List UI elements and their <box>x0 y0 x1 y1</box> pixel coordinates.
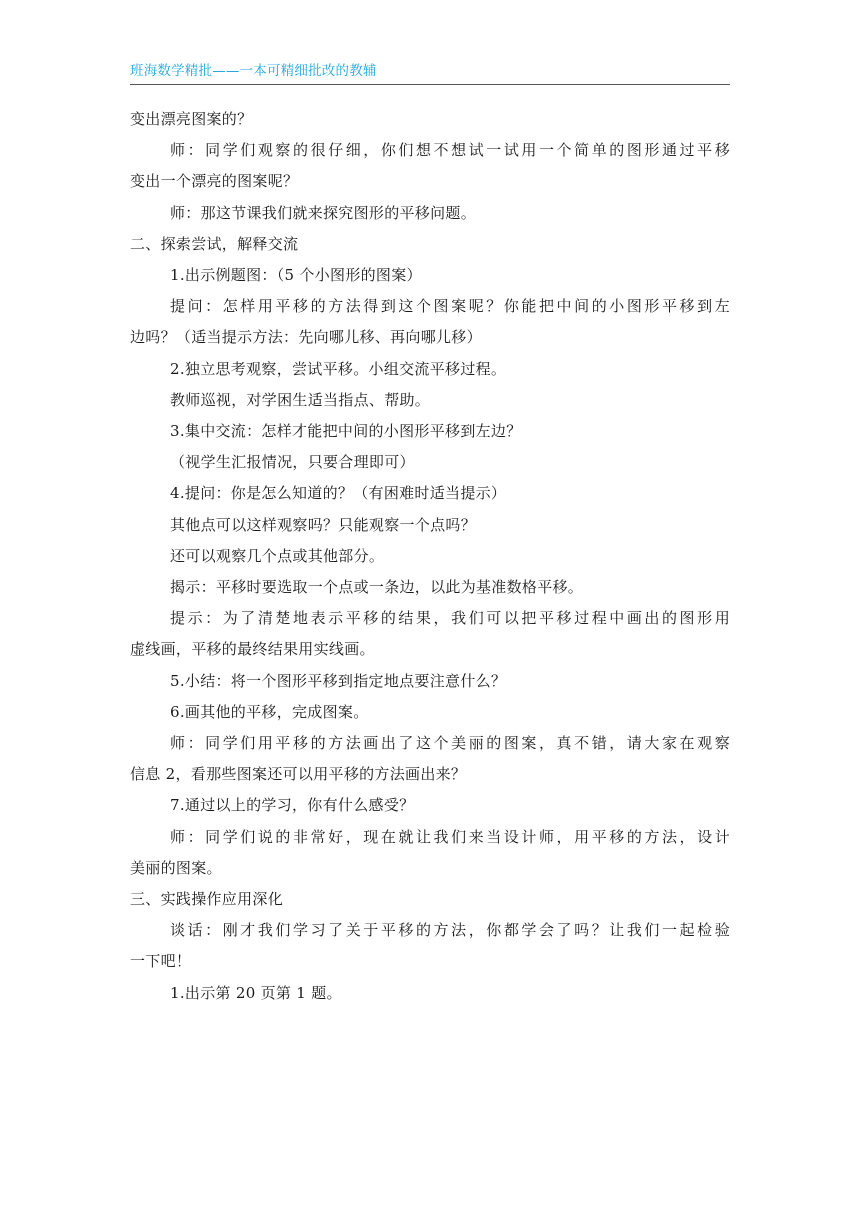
paragraph-line: 谈话：刚才我们学习了关于平移的方法，你都学会了吗？让我们一起检验 <box>170 921 730 940</box>
paragraph-line: 信息 2，看那些图案还可以用平移的方法画出来？ <box>130 765 467 784</box>
paragraph-line: 师：同学们用平移的方法画出了这个美丽的图案，真不错，请大家在观察 <box>170 734 730 753</box>
paragraph-line: 揭示：平移时要选取一个点或一条边，以此为基准数格平移。 <box>170 578 584 597</box>
paragraph-line: 3.集中交流：怎样才能把中间的小图形平移到左边？ <box>170 422 522 441</box>
paragraph-line: 变出漂亮图案的？ <box>130 110 253 128</box>
paragraph-line: 师：同学们说的非常好，现在就让我们来当设计师，用平移的方法，设计 <box>170 827 730 846</box>
paragraph-line: 虚线画，平移的最终结果用实线画。 <box>130 640 375 659</box>
paragraph-line: 2.独立思考观察，尝试平移。小组交流平移过程。 <box>170 359 507 378</box>
page-header <box>130 62 730 85</box>
section-heading: 二、探索尝试，解释交流 <box>130 234 299 253</box>
paragraph-line: 一下吧！ <box>130 952 192 971</box>
paragraph-line: 师：那这节课我们就来探究图形的平移问题。 <box>170 203 477 222</box>
paragraph-line: （视学生汇报情况，只要合理即可） <box>170 453 415 472</box>
paragraph-line: 美丽的图案。 <box>130 858 222 877</box>
paragraph-line: 师：同学们观察的很仔细，你们想不想试一试用一个简单的图形通过平移 <box>170 141 730 160</box>
paragraph-line: 7.通过以上的学习，你有什么感受？ <box>170 796 415 815</box>
header-title: 班海数学精批——一本可精细批改的教辅 <box>130 63 377 79</box>
paragraph-line: 教师巡视，对学困生适当指点、帮助。 <box>170 390 431 409</box>
paragraph-line: 提示：为了清楚地表示平移的结果，我们可以把平移过程中画出的图形用 <box>170 609 730 628</box>
paragraph-line: 1.出示例题图：（5 个小图形的图案） <box>170 266 422 285</box>
document-body <box>130 104 730 1009</box>
paragraph-line: 还可以观察几个点或其他部分。 <box>170 546 385 565</box>
paragraph-line: 其他点可以这样观察吗？只能观察一个点吗？ <box>170 515 477 534</box>
paragraph-line: 1.出示第 20 页第 1 题。 <box>170 983 342 1002</box>
paragraph-line: 4.提问：你是怎么知道的？（有困难时适当提示） <box>170 484 507 503</box>
paragraph-line: 边吗？（适当提示方法：先向哪儿移、再向哪儿移） <box>130 328 482 347</box>
section-heading: 三、实践操作应用深化 <box>130 890 284 909</box>
paragraph-line: 变出一个漂亮的图案呢？ <box>130 172 299 191</box>
paragraph-line: 提问：怎样用平移的方法得到这个图案呢？你能把中间的小图形平移到左 <box>170 297 730 316</box>
paragraph-line: 6.画其他的平移，完成图案。 <box>170 702 369 721</box>
paragraph-line: 5.小结：将一个图形平移到指定地点要注意什么？ <box>170 671 507 690</box>
